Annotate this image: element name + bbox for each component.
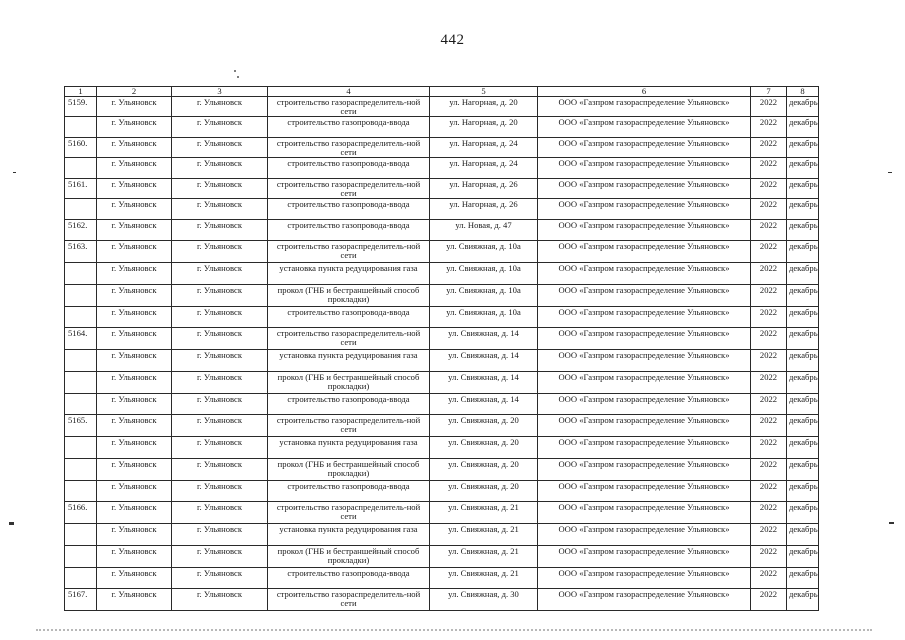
table-cell-month: декабрь	[787, 568, 819, 589]
table-cell-address: ул. Свияжная, д. 20	[430, 415, 538, 437]
table-cell-address: ул. Свияжная, д. 21	[430, 502, 538, 524]
table-cell-month: декабрь	[787, 372, 819, 394]
table-cell-contractor: ООО «Газпром газораспределение Ульяновск»	[538, 546, 751, 568]
table-cell-month: декабрь	[787, 415, 819, 437]
table-cell-year: 2022	[751, 568, 787, 589]
column-header: 2	[97, 87, 172, 97]
table-cell-year: 2022	[751, 546, 787, 568]
table-cell-address: ул. Свияжная, д. 30	[430, 589, 538, 611]
table-cell-year: 2022	[751, 394, 787, 415]
table-cell-address: ул. Свияжная, д. 14	[430, 350, 538, 372]
table-cell-municipality: г. Ульяновск	[172, 179, 268, 199]
table-row	[65, 263, 819, 285]
table-cell-work-type: прокол (ГНБ и бестраншейный способ прокладки)	[268, 546, 430, 568]
table-cell-month: декабрь	[787, 158, 819, 179]
table-row	[65, 158, 819, 179]
table-cell-year: 2022	[751, 350, 787, 372]
table-cell-year: 2022	[751, 179, 787, 199]
table-cell-address: ул. Свияжная, д. 14	[430, 394, 538, 415]
table-cell-municipality: г. Ульяновск	[172, 502, 268, 524]
table-cell-work-type: установка пункта редуцирования газа	[268, 524, 430, 546]
table-cell-address: ул. Новая, д. 47	[430, 220, 538, 241]
table-cell-year: 2022	[751, 459, 787, 481]
table-cell-address: ул. Нагорная, д. 20	[430, 117, 538, 138]
table-cell-address: ул. Свияжная, д. 20	[430, 459, 538, 481]
table-cell-municipality: г. Ульяновск	[172, 263, 268, 285]
table-cell-year: 2022	[751, 158, 787, 179]
table-cell-municipality: г. Ульяновск	[172, 546, 268, 568]
table-cell-municipality: г. Ульяновск	[172, 524, 268, 546]
table-cell-year: 2022	[751, 481, 787, 502]
table-cell-address: ул. Свияжная, д. 10а	[430, 241, 538, 263]
right-edge-mark	[889, 522, 894, 524]
table-cell-year: 2022	[751, 263, 787, 285]
table-cell-month: декабрь	[787, 220, 819, 241]
table-cell-address: ул. Свияжная, д. 21	[430, 568, 538, 589]
table-cell-contractor: ООО «Газпром газораспределение Ульяновск»	[538, 350, 751, 372]
table-body	[65, 97, 819, 611]
table-cell-row-number	[65, 199, 97, 220]
table-cell-address: ул. Свияжная, д. 14	[430, 328, 538, 350]
table-cell-address: ул. Нагорная, д. 26	[430, 199, 538, 220]
table-cell-work-type: строительство газопровода-ввода	[268, 220, 430, 241]
gas-infrastructure-table	[64, 86, 819, 611]
table-cell-month: декабрь	[787, 437, 819, 459]
table-cell-year: 2022	[751, 502, 787, 524]
table-cell-contractor: ООО «Газпром газораспределение Ульяновск»	[538, 372, 751, 394]
table-row	[65, 138, 819, 158]
table-cell-row-number: 5164.	[65, 328, 97, 350]
table-cell-municipality: г. Ульяновск	[172, 199, 268, 220]
table-cell-work-type: строительство газопровода-ввода	[268, 199, 430, 220]
table-cell-municipality: г. Ульяновск	[172, 589, 268, 611]
table-cell-work-type: строительство газораспределитель-ной сети	[268, 138, 430, 158]
table-cell-work-type: строительство газопровода-ввода	[268, 307, 430, 328]
table-row	[65, 415, 819, 437]
table-cell-address: ул. Нагорная, д. 24	[430, 138, 538, 158]
table-cell-settlement: г. Ульяновск	[97, 97, 172, 117]
table-cell-work-type: строительство газопровода-ввода	[268, 568, 430, 589]
table-cell-row-number: 5163.	[65, 241, 97, 263]
table-cell-municipality: г. Ульяновск	[172, 394, 268, 415]
table-cell-municipality: г. Ульяновск	[172, 138, 268, 158]
table-cell-address: ул. Нагорная, д. 20	[430, 97, 538, 117]
table-cell-month: декабрь	[787, 138, 819, 158]
column-header: 6	[538, 87, 751, 97]
table-row	[65, 546, 819, 568]
table-cell-row-number: 5165.	[65, 415, 97, 437]
column-header: 3	[172, 87, 268, 97]
table-cell-settlement: г. Ульяновск	[97, 437, 172, 459]
table-cell-contractor: ООО «Газпром газораспределение Ульяновск»	[538, 117, 751, 138]
table-row	[65, 307, 819, 328]
table-cell-settlement: г. Ульяновск	[97, 179, 172, 199]
table-cell-settlement: г. Ульяновск	[97, 117, 172, 138]
right-edge-tick	[888, 172, 892, 173]
table-cell-contractor: ООО «Газпром газораспределение Ульяновск»	[538, 589, 751, 611]
table-row	[65, 502, 819, 524]
table-cell-municipality: г. Ульяновск	[172, 415, 268, 437]
table-cell-month: декабрь	[787, 97, 819, 117]
table-cell-work-type: строительство газопровода-ввода	[268, 158, 430, 179]
column-header: 7	[751, 87, 787, 97]
table-cell-municipality: г. Ульяновск	[172, 437, 268, 459]
table-cell-settlement: г. Ульяновск	[97, 263, 172, 285]
column-header: 8	[787, 87, 819, 97]
column-header: 5	[430, 87, 538, 97]
table-cell-address: ул. Нагорная, д. 26	[430, 179, 538, 199]
table-cell-municipality: г. Ульяновск	[172, 241, 268, 263]
table-cell-row-number	[65, 394, 97, 415]
table-cell-settlement: г. Ульяновск	[97, 415, 172, 437]
table-cell-work-type: строительство газораспределитель-ной сети	[268, 328, 430, 350]
table-cell-settlement: г. Ульяновск	[97, 199, 172, 220]
table-cell-municipality: г. Ульяновск	[172, 481, 268, 502]
table-row	[65, 117, 819, 138]
table-cell-month: декабрь	[787, 589, 819, 611]
table-cell-municipality: г. Ульяновск	[172, 307, 268, 328]
table-cell-work-type: строительство газораспределитель-ной сети	[268, 502, 430, 524]
table-cell-year: 2022	[751, 199, 787, 220]
scan-dot	[237, 76, 239, 78]
table-cell-work-type: строительство газораспределитель-ной сети	[268, 97, 430, 117]
table-cell-address: ул. Свияжная, д. 21	[430, 524, 538, 546]
table-cell-row-number: 5159.	[65, 97, 97, 117]
table-cell-month: декабрь	[787, 350, 819, 372]
table-cell-year: 2022	[751, 328, 787, 350]
table-cell-address: ул. Свияжная, д. 14	[430, 372, 538, 394]
table-cell-row-number	[65, 524, 97, 546]
table-cell-municipality: г. Ульяновск	[172, 372, 268, 394]
table-row	[65, 350, 819, 372]
table-cell-row-number	[65, 158, 97, 179]
table-cell-contractor: ООО «Газпром газораспределение Ульяновск»	[538, 307, 751, 328]
table-cell-row-number	[65, 372, 97, 394]
column-header: 4	[268, 87, 430, 97]
table-cell-settlement: г. Ульяновск	[97, 220, 172, 241]
table-cell-row-number	[65, 263, 97, 285]
table-cell-year: 2022	[751, 117, 787, 138]
left-edge-mark	[9, 522, 14, 525]
table-cell-work-type: строительство газопровода-ввода	[268, 117, 430, 138]
table-cell-row-number	[65, 350, 97, 372]
table-cell-municipality: г. Ульяновск	[172, 158, 268, 179]
table-cell-settlement: г. Ульяновск	[97, 138, 172, 158]
table-cell-settlement: г. Ульяновск	[97, 372, 172, 394]
table-cell-settlement: г. Ульяновск	[97, 546, 172, 568]
table-row	[65, 481, 819, 502]
page-number: 442	[440, 32, 465, 48]
table-cell-row-number: 5162.	[65, 220, 97, 241]
table-cell-month: декабрь	[787, 263, 819, 285]
table-cell-work-type: прокол (ГНБ и бестраншейный способ прокладки)	[268, 372, 430, 394]
table-cell-row-number	[65, 546, 97, 568]
table-cell-month: декабрь	[787, 546, 819, 568]
table-cell-work-type: прокол (ГНБ и бестраншейный способ прокладки)	[268, 285, 430, 307]
table-cell-address: ул. Свияжная, д. 20	[430, 437, 538, 459]
table-cell-work-type: строительство газораспределитель-ной сети	[268, 241, 430, 263]
table-row	[65, 568, 819, 589]
table-cell-contractor: ООО «Газпром газораспределение Ульяновск»	[538, 328, 751, 350]
column-header: 1	[65, 87, 97, 97]
table-cell-address: ул. Свияжная, д. 10а	[430, 307, 538, 328]
table-cell-contractor: ООО «Газпром газораспределение Ульяновск»	[538, 524, 751, 546]
table-cell-municipality: г. Ульяновск	[172, 328, 268, 350]
scan-dot	[234, 70, 236, 72]
table-cell-work-type: строительство газораспределитель-ной сети	[268, 415, 430, 437]
table-cell-month: декабрь	[787, 481, 819, 502]
table-row	[65, 372, 819, 394]
table-cell-month: декабрь	[787, 394, 819, 415]
table-cell-year: 2022	[751, 372, 787, 394]
table-cell-municipality: г. Ульяновск	[172, 285, 268, 307]
table-cell-municipality: г. Ульяновск	[172, 117, 268, 138]
table-cell-settlement: г. Ульяновск	[97, 394, 172, 415]
table-row	[65, 459, 819, 481]
table-cell-work-type: строительство газораспределитель-ной сети	[268, 589, 430, 611]
table-cell-month: декабрь	[787, 459, 819, 481]
table-cell-row-number	[65, 285, 97, 307]
table-cell-contractor: ООО «Газпром газораспределение Ульяновск»	[538, 263, 751, 285]
table-row	[65, 199, 819, 220]
table-cell-month: декабрь	[787, 285, 819, 307]
table-cell-year: 2022	[751, 415, 787, 437]
table-cell-year: 2022	[751, 524, 787, 546]
table-cell-contractor: ООО «Газпром газораспределение Ульяновск»	[538, 437, 751, 459]
table-row	[65, 394, 819, 415]
table-cell-settlement: г. Ульяновск	[97, 307, 172, 328]
table-cell-month: декабрь	[787, 241, 819, 263]
table-cell-settlement: г. Ульяновск	[97, 568, 172, 589]
table-cell-month: декабрь	[787, 328, 819, 350]
table-cell-contractor: ООО «Газпром газораспределение Ульяновск»	[538, 199, 751, 220]
table-cell-contractor: ООО «Газпром газораспределение Ульяновск»	[538, 415, 751, 437]
table-cell-row-number: 5161.	[65, 179, 97, 199]
table-cell-settlement: г. Ульяновск	[97, 524, 172, 546]
table-row	[65, 241, 819, 263]
table-cell-month: декабрь	[787, 524, 819, 546]
table-cell-row-number	[65, 437, 97, 459]
table-cell-contractor: ООО «Газпром газораспределение Ульяновск»	[538, 179, 751, 199]
table-cell-work-type: установка пункта редуцирования газа	[268, 350, 430, 372]
table-cell-contractor: ООО «Газпром газораспределение Ульяновск»	[538, 97, 751, 117]
table-cell-month: декабрь	[787, 179, 819, 199]
table-row	[65, 97, 819, 117]
table-cell-work-type: установка пункта редуцирования газа	[268, 437, 430, 459]
table-cell-year: 2022	[751, 97, 787, 117]
table-cell-address: ул. Свияжная, д. 21	[430, 546, 538, 568]
table-cell-contractor: ООО «Газпром газораспределение Ульяновск»	[538, 138, 751, 158]
table-cell-contractor: ООО «Газпром газораспределение Ульяновск»	[538, 158, 751, 179]
table-cell-settlement: г. Ульяновск	[97, 350, 172, 372]
table-cell-contractor: ООО «Газпром газораспределение Ульяновск»	[538, 459, 751, 481]
table-cell-work-type: строительство газопровода-ввода	[268, 394, 430, 415]
table-cell-municipality: г. Ульяновск	[172, 568, 268, 589]
table-row	[65, 220, 819, 241]
table-cell-settlement: г. Ульяновск	[97, 285, 172, 307]
table-cell-settlement: г. Ульяновск	[97, 502, 172, 524]
table-cell-year: 2022	[751, 241, 787, 263]
table-cell-year: 2022	[751, 307, 787, 328]
table-cell-contractor: ООО «Газпром газораспределение Ульяновск»	[538, 502, 751, 524]
table-cell-settlement: г. Ульяновск	[97, 241, 172, 263]
bottom-scan-border	[36, 629, 872, 631]
table-cell-row-number	[65, 481, 97, 502]
table-cell-municipality: г. Ульяновск	[172, 97, 268, 117]
table-cell-contractor: ООО «Газпром газораспределение Ульяновск»	[538, 220, 751, 241]
table-cell-month: декабрь	[787, 307, 819, 328]
table-cell-row-number	[65, 459, 97, 481]
table-cell-address: ул. Свияжная, д. 10а	[430, 263, 538, 285]
table-cell-settlement: г. Ульяновск	[97, 328, 172, 350]
table-cell-year: 2022	[751, 589, 787, 611]
table-row	[65, 524, 819, 546]
table-cell-work-type: установка пункта редуцирования газа	[268, 263, 430, 285]
table-row	[65, 437, 819, 459]
table-cell-year: 2022	[751, 437, 787, 459]
table-cell-contractor: ООО «Газпром газораспределение Ульяновск»	[538, 481, 751, 502]
table-cell-month: декабрь	[787, 502, 819, 524]
table-cell-municipality: г. Ульяновск	[172, 350, 268, 372]
table-cell-address: ул. Свияжная, д. 10а	[430, 285, 538, 307]
table-cell-contractor: ООО «Газпром газораспределение Ульяновск»	[538, 394, 751, 415]
left-edge-tick	[13, 172, 16, 173]
table-cell-row-number: 5166.	[65, 502, 97, 524]
table-cell-row-number: 5167.	[65, 589, 97, 611]
table-cell-year: 2022	[751, 220, 787, 241]
table-cell-settlement: г. Ульяновск	[97, 158, 172, 179]
table-cell-row-number	[65, 307, 97, 328]
table-cell-settlement: г. Ульяновск	[97, 589, 172, 611]
table-row	[65, 285, 819, 307]
table-cell-contractor: ООО «Газпром газораспределение Ульяновск»	[538, 285, 751, 307]
table-cell-contractor: ООО «Газпром газораспределение Ульяновск»	[538, 568, 751, 589]
table-row	[65, 328, 819, 350]
table-cell-settlement: г. Ульяновск	[97, 459, 172, 481]
table-cell-municipality: г. Ульяновск	[172, 220, 268, 241]
table-cell-work-type: прокол (ГНБ и бестраншейный способ прокладки)	[268, 459, 430, 481]
table-cell-year: 2022	[751, 285, 787, 307]
table-cell-municipality: г. Ульяновск	[172, 459, 268, 481]
table-cell-month: декабрь	[787, 199, 819, 220]
table-cell-address: ул. Нагорная, д. 24	[430, 158, 538, 179]
table-row	[65, 179, 819, 199]
table-cell-month: декабрь	[787, 117, 819, 138]
table-cell-row-number	[65, 117, 97, 138]
table-cell-work-type: строительство газораспределитель-ной сети	[268, 179, 430, 199]
table-cell-address: ул. Свияжная, д. 20	[430, 481, 538, 502]
table-cell-work-type: строительство газопровода-ввода	[268, 481, 430, 502]
table-cell-contractor: ООО «Газпром газораспределение Ульяновск»	[538, 241, 751, 263]
table-cell-settlement: г. Ульяновск	[97, 481, 172, 502]
table-cell-row-number	[65, 568, 97, 589]
table-row	[65, 589, 819, 611]
table-cell-row-number: 5160.	[65, 138, 97, 158]
header-row	[65, 87, 819, 97]
table-cell-year: 2022	[751, 138, 787, 158]
